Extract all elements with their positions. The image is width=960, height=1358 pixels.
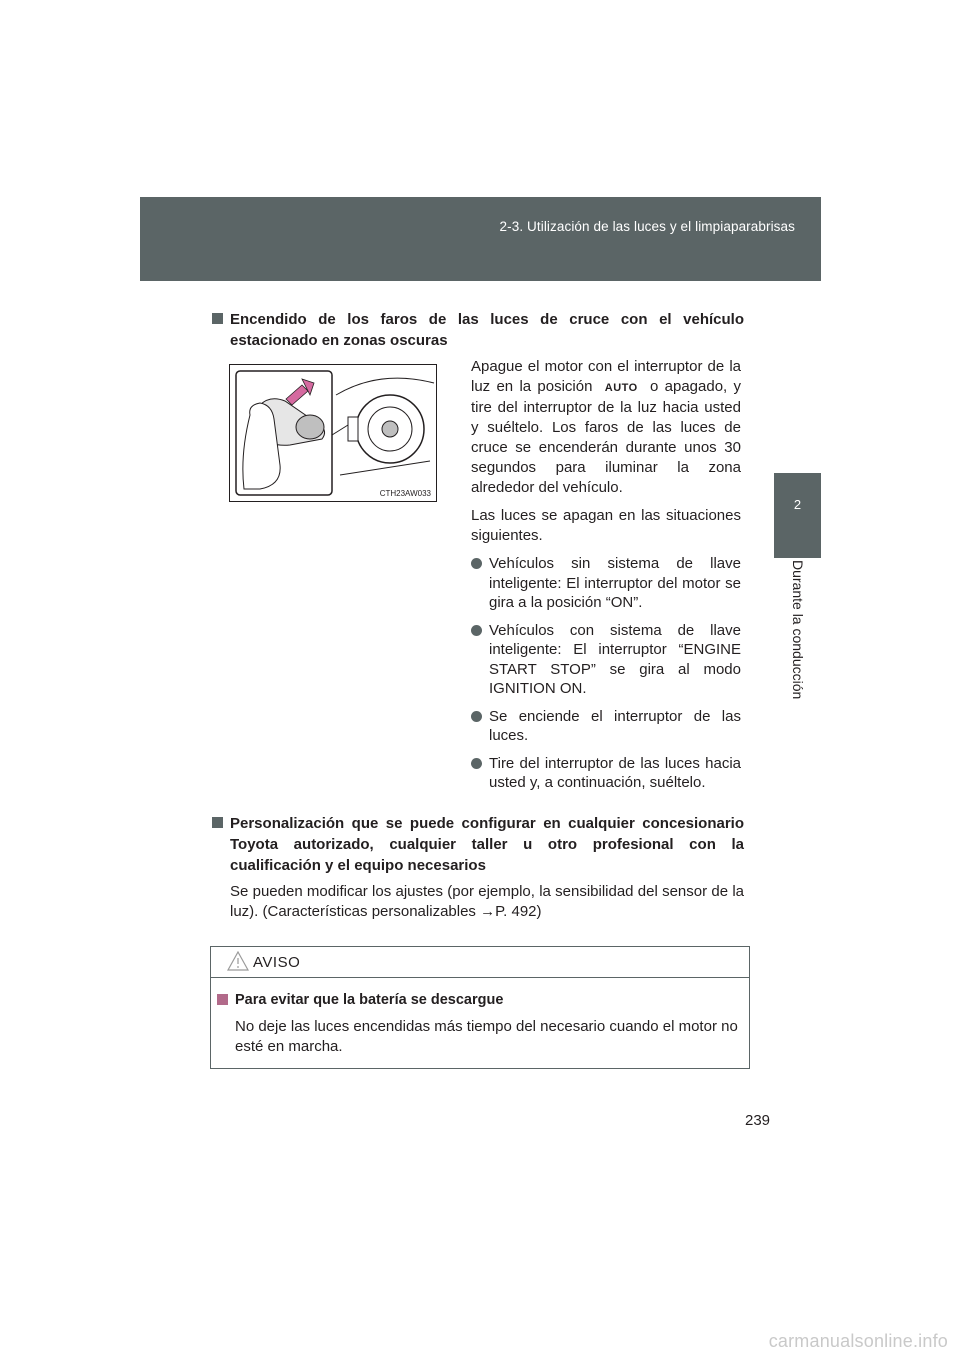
warning-heading xyxy=(217,990,743,1011)
list-item xyxy=(471,707,741,746)
list-item-text: Vehículos con sistema de llave inteligente: El interruptor “ENGINE START STOP” se gira al modo IGNITION ON. xyxy=(489,621,741,697)
hand-pulling-switch-image xyxy=(230,365,436,501)
section2 xyxy=(212,813,744,922)
list-item-text: Se enciende el interruptor de las luces. xyxy=(489,707,741,744)
section1-paragraph1 xyxy=(471,357,741,498)
section-title: 2-3. Utilización de las luces y el limpiaparabrisas xyxy=(499,219,795,234)
section1-heading xyxy=(212,309,744,351)
warning-title: AVISO xyxy=(253,954,301,971)
list-item-text: Vehículos sin sistema de llave inteligente: El interruptor del motor se gira a la posición “ON”. xyxy=(489,555,741,611)
bullet-list xyxy=(471,554,741,793)
page-number: 239 xyxy=(745,1112,771,1129)
chapter-tab xyxy=(774,473,821,558)
warning-header xyxy=(211,947,749,978)
section2-paragraph: Se pueden modificar los ajustes (por ejemplo, la sensibilidad del sensor de la luz). (Características personalizables →P. 492) xyxy=(230,883,744,920)
list-item xyxy=(471,621,741,699)
square-bullet-icon xyxy=(212,817,223,828)
chapter-number: 2 xyxy=(793,497,802,512)
watermark: carmanualsonline.info xyxy=(768,1331,948,1351)
section2-heading-text: Personalización que se puede configurar en cualquier concesionario Toyota autorizado, cualquier taller u otro profesional con la cualificación y el equipo necesarios xyxy=(230,815,744,874)
bullet-dot-icon xyxy=(471,711,482,722)
header-band xyxy=(140,197,821,281)
square-bullet-icon xyxy=(212,313,223,324)
square-bullet-icon xyxy=(217,994,228,1005)
list-item xyxy=(471,554,741,613)
para1-end: o apagado, y tire del interruptor de la luz hacia usted y suéltelo. Los faros de las luces de cruce se encenderán durante unos 30 segundos para iluminar la zona alrededor del vehículo. xyxy=(471,378,742,496)
chapter-label: Durante la conducción xyxy=(790,560,806,700)
bullet-dot-icon xyxy=(471,625,482,636)
bullet-dot-icon xyxy=(471,758,482,769)
section1-heading-text: Encendido de los faros de las luces de cruce con el vehículo estacionado en zonas oscuras xyxy=(230,311,744,349)
para1-start: Apague el motor con el interruptor de la luz en la posición xyxy=(471,358,741,395)
bullet-dot-icon xyxy=(471,558,482,569)
section1-paragraph2: Las luces se apagan en las situaciones siguientes. xyxy=(471,507,741,544)
light-switch-illustration xyxy=(229,364,437,502)
section2-heading xyxy=(212,813,744,876)
section1-body xyxy=(471,357,741,801)
warning-triangle-icon xyxy=(227,951,249,971)
section1 xyxy=(212,309,744,351)
warning-heading-text: Para evitar que la batería se descargue xyxy=(235,992,504,1008)
figure-code: CTH23AW033 xyxy=(379,489,431,498)
list-item xyxy=(471,754,741,793)
warning-text: No deje las luces encendidas más tiempo del necesario cuando el motor no esté en marcha. xyxy=(235,1018,738,1055)
list-item-text: Tire del interruptor de las luces hacia usted y, a continuación, suéltelo. xyxy=(489,754,741,791)
warning-body xyxy=(211,978,749,1057)
warning-box xyxy=(210,946,750,1069)
auto-position-icon: AUTO xyxy=(604,382,638,394)
